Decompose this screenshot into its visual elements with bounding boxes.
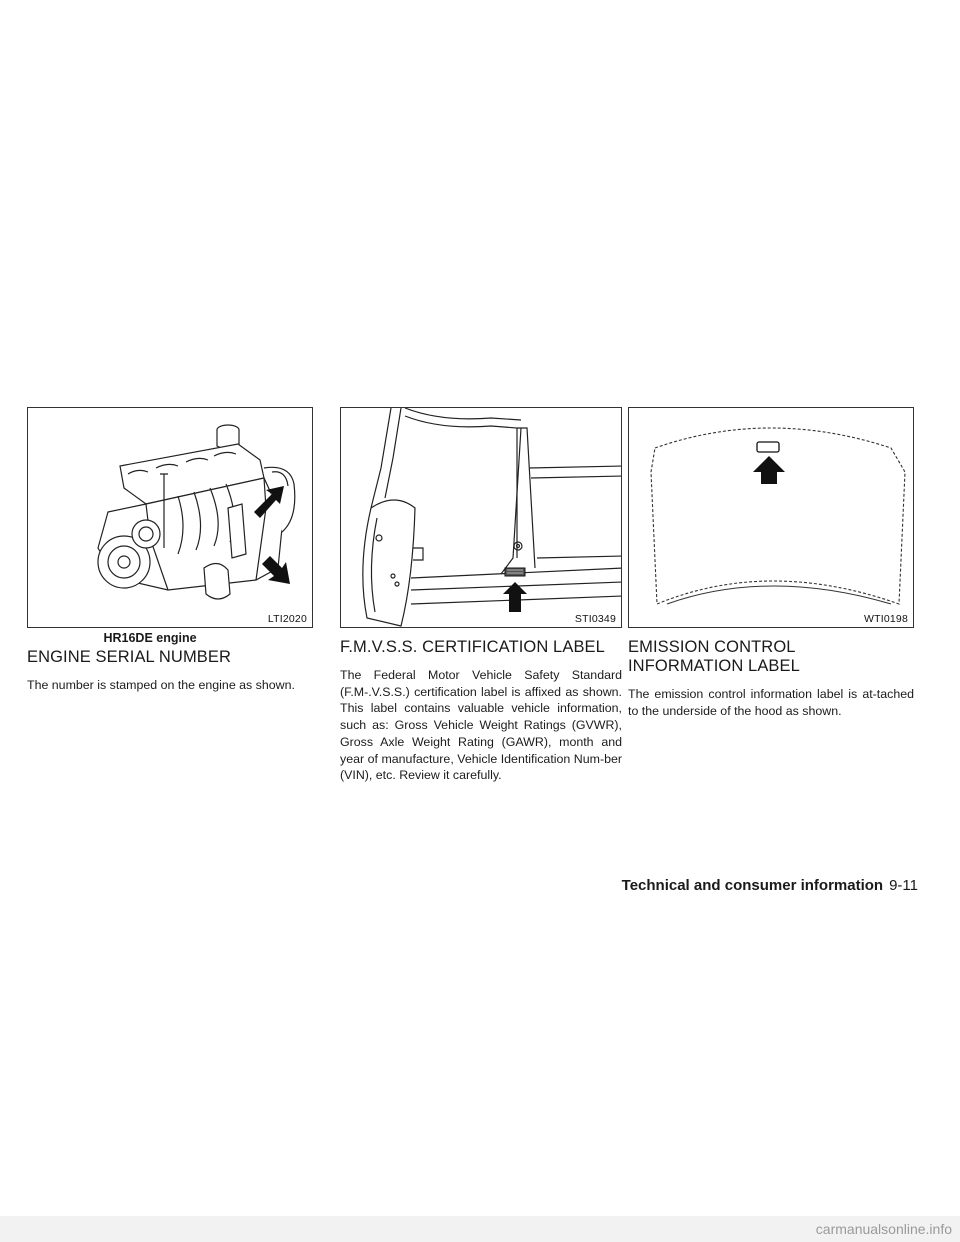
section-body: The Federal Motor Vehicle Safety Standard (F.M-.V.S.S.) certification label is affixed as shown. This label contains valuable vehicle information, such as: Gross Vehicle Weight Ratings (GVWR), Gross Axle Weight Rating (GAWR), month and year of manufacture, Vehicle Identification Num-ber (VIN), etc. Review it carefully. bbox=[340, 668, 622, 783]
column-emission-label bbox=[628, 407, 914, 719]
figure-caption: HR16DE engine bbox=[103, 631, 197, 645]
section-body: The emission control information label is at-tached to the underside of the hood as shown. bbox=[628, 687, 914, 718]
section-heading: ENGINE SERIAL NUMBER bbox=[27, 648, 232, 666]
section-body: The number is stamped on the engine as shown. bbox=[27, 678, 295, 692]
section-heading bbox=[628, 638, 914, 676]
footer-section-title: Technical and consumer information bbox=[621, 877, 884, 894]
figure-hood bbox=[628, 407, 914, 628]
figure-code: LTI2020 bbox=[267, 613, 307, 625]
column-engine-serial bbox=[27, 407, 313, 694]
column-fmvss-label bbox=[340, 407, 622, 784]
section-heading: F.M.V.S.S. CERTIFICATION LABEL bbox=[340, 638, 605, 656]
watermark: carmanualsonline.info bbox=[0, 1216, 960, 1242]
page-footer bbox=[622, 877, 918, 894]
hood-illustration bbox=[629, 408, 914, 628]
figure-code: WTI0198 bbox=[864, 613, 908, 625]
figure-code: STI0349 bbox=[574, 613, 616, 625]
engine-illustration bbox=[28, 408, 313, 628]
heading-line-1: EMISSION CONTROL bbox=[628, 638, 796, 656]
heading-line-2: INFORMATION LABEL bbox=[628, 657, 800, 675]
page-number: 9-11 bbox=[889, 877, 918, 894]
door-pillar-illustration bbox=[341, 408, 622, 628]
figure-engine bbox=[27, 407, 313, 628]
figure-door-pillar bbox=[340, 407, 622, 628]
